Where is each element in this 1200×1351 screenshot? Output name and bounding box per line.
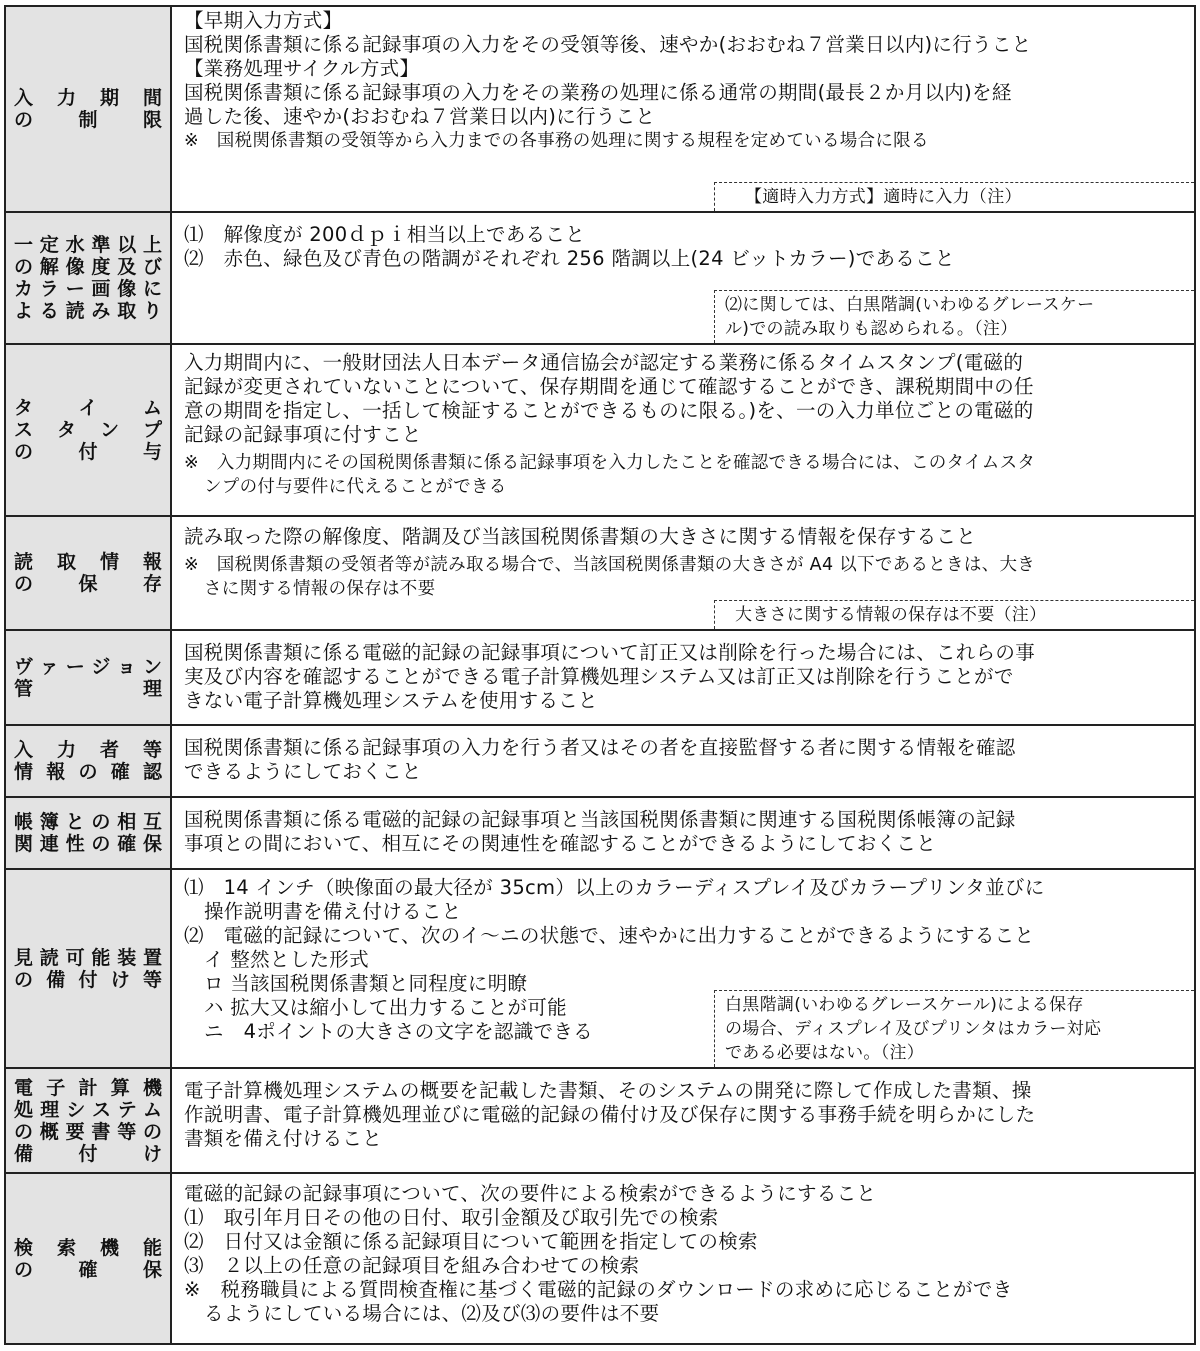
- note-box: [714, 990, 1194, 1067]
- row-content: [172, 7, 1194, 211]
- label-line: の 制 限: [14, 109, 162, 131]
- row-label: [6, 726, 172, 796]
- row-label: [6, 213, 172, 343]
- label-line: 見読可能装置: [14, 946, 162, 969]
- row-label: [6, 345, 172, 515]
- label-line: の 確 保: [14, 1258, 162, 1281]
- label-line: よる読み取り: [14, 300, 162, 322]
- row-content: [172, 798, 1194, 868]
- content-line: 実及び内容を確認することができる電子計算機処理システム又は訂正又は削除を行うことがで: [184, 665, 1014, 688]
- content-line: さに関する情報の保存は不要: [204, 579, 436, 599]
- row-label: [6, 1069, 172, 1172]
- label-line: 入 力 者 等: [14, 739, 162, 761]
- row-label: [6, 7, 172, 211]
- content-line: ンプの付与要件に代えることができる: [204, 477, 507, 497]
- table-row-resolution: [6, 213, 1194, 345]
- note-line: 白黒階調(いわゆるグレースケール)による保存: [725, 995, 1084, 1015]
- content-line: ⑵ 電磁的記録について、次のイ～ニの状態で、速やかに出力することができるようにすること: [184, 924, 1035, 947]
- label-line: 一定水準以上: [14, 234, 162, 256]
- content-line: ロ 当該国税関係書類と同程度に明瞭: [204, 972, 528, 995]
- table-row-search: [6, 1174, 1194, 1343]
- table-row-input-period: [6, 7, 1194, 213]
- table-row-scan-info: [6, 517, 1194, 631]
- content-line: 【早期入力方式】: [184, 9, 343, 32]
- row-content: [172, 213, 1194, 343]
- content-line: ハ 拡大又は縮小して出力することが可能: [204, 996, 567, 1019]
- table-row-inputter: [6, 726, 1194, 798]
- row-label: [6, 1174, 172, 1343]
- content-line: 作説明書、電子計算機処理並びに電磁的記録の備付け及び保存に関する事務手続を明らかにした: [184, 1103, 1036, 1126]
- row-content: [172, 631, 1194, 724]
- content-line: 書類を備え付けること: [184, 1127, 383, 1150]
- label-line: カラー画像に: [14, 278, 162, 300]
- note-line: 大きさに関する情報の保存は不要（注）: [735, 605, 1047, 625]
- row-content: [172, 517, 1194, 629]
- content-line: ※ 入力期間内にその国税関係書類に係る記録事項を入力したことを確認できる場合には、このタイムスタ: [184, 453, 1036, 473]
- content-line: できるようにしておくこと: [184, 760, 422, 783]
- label-line: 処理システム: [14, 1098, 162, 1121]
- content-line: 事項との間において、相互にその関連性を確認することができるようにしておくこと: [184, 832, 937, 855]
- content-line: ニ 4ポイントの大きさの文字を認識できる: [204, 1020, 593, 1043]
- label-line: ヴァージョン: [14, 655, 162, 678]
- note-line: ⑵に関しては、白黒階調(いわゆるグレースケー: [725, 295, 1095, 315]
- table-row-display-device: [6, 870, 1194, 1069]
- content-line: 過した後、速やか(おおむね７営業日以内)に行うこと: [184, 105, 656, 128]
- label-line: 帳簿との相互: [14, 811, 162, 833]
- content-line: 国税関係書類に係る電磁的記録の記録事項について訂正又は削除を行った場合には、これらの事: [184, 641, 1036, 664]
- row-label: [6, 798, 172, 868]
- content-line: 国税関係書類に係る記録事項の入力をその受領等後、速やか(おおむね７営業日以内)に行うこと: [184, 33, 1032, 56]
- label-line: の 備 付 け 等: [14, 968, 162, 991]
- content-line: 電磁的記録の記録事項について、次の要件による検索ができるようにすること: [184, 1182, 877, 1205]
- content-line: 国税関係書類に係る電磁的記録の記録事項と当該国税関係書類に関連する国税関係帳簿の記録: [184, 808, 1016, 831]
- content-line: 読み取った際の解像度、階調及び当該国税関係書類の大きさに関する情報を保存すること: [184, 525, 977, 548]
- label-line: ス タ ン プ: [14, 419, 162, 441]
- content-line: ※ 国税関係書類の受領等から入力までの各事務の処理に関する規程を定めている場合に限る: [184, 131, 929, 151]
- content-line: イ 整然とした形式: [204, 948, 369, 971]
- content-line: 電子計算機処理システムの概要を記載した書類、そのシステムの開発に際して作成した書類、操: [184, 1079, 1032, 1102]
- label-line: 読 取 情 報: [14, 551, 162, 573]
- label-line: 備 付 け: [14, 1142, 162, 1165]
- row-content: [172, 1069, 1194, 1172]
- row-content: [172, 870, 1194, 1067]
- content-line: ⑵ 赤色、緑色及び青色の階調がそれぞれ 256 階調以上(24 ビットカラー)であること: [184, 247, 955, 270]
- content-line: ※ 国税関係書類の受領者等が読み取る場合で、当該国税関係書類の大きさが A4 以下であるときは、大き: [184, 555, 1036, 575]
- table-row-system-docs: [6, 1069, 1194, 1174]
- note-box: [714, 600, 1194, 629]
- row-label: [6, 631, 172, 724]
- content-line: 国税関係書類に係る記録事項の入力を行う者又はその者を直接監督する者に関する情報を確認: [184, 736, 1016, 759]
- row-label: [6, 870, 172, 1067]
- note-line: ル)での読み取りも認められる。（注）: [725, 319, 1018, 339]
- content-line: 国税関係書類に係る記録事項の入力をその業務の処理に係る通常の期間(最長２か月以内)を経: [184, 81, 1012, 104]
- row-content: [172, 1174, 1194, 1343]
- label-line: タ イ ム: [14, 397, 162, 419]
- content-line: ⑴ 14 インチ（映像面の最大径が 35cm）以上のカラーディスプレイ及びカラープリンタ並びに: [184, 876, 1045, 899]
- note-line: の場合、ディスプレイ及びプリンタはカラー対応: [725, 1019, 1102, 1039]
- content-line: ⑵ 日付又は金額に係る記録項目について範囲を指定しての検索: [184, 1230, 758, 1253]
- note-box: [714, 290, 1194, 343]
- table-row-version: [6, 631, 1194, 726]
- content-line: 意の期間を指定し、一括して検証することができるものに限る。)を、一の入力単位ごとの電磁的: [184, 399, 1034, 422]
- label-line: 管 理: [14, 677, 162, 700]
- label-line: 情 報 の 確 認: [14, 761, 162, 783]
- row-content: [172, 726, 1194, 796]
- content-line: ⑴ 取引年月日その他の日付、取引金額及び取引先での検索: [184, 1206, 719, 1229]
- note-line: 【適時入力方式】適時に入力（注）: [745, 187, 1022, 207]
- content-line: ※ 税務職員による質問検査権に基づく電磁的記録のダウンロードの求めに応じることができ: [184, 1278, 1013, 1301]
- content-line: 操作説明書を備え付けること: [204, 900, 462, 923]
- label-line: 電 子 計 算 機: [14, 1076, 162, 1099]
- content-line: 記録が変更されていないことについて、保存期間を通じて確認することができ、課税期間中の任: [184, 375, 1034, 398]
- content-line: きない電子計算機処理システムを使用すること: [184, 689, 598, 712]
- table-row-timestamp: [6, 345, 1194, 517]
- label-line: 入 力 期 間: [14, 87, 162, 109]
- content-line: ⑶ ２以上の任意の記録項目を組み合わせての検索: [184, 1254, 640, 1277]
- note-box: [714, 182, 1194, 211]
- label-line: の解像度及び: [14, 256, 162, 278]
- content-line: ⑴ 解像度が 200ｄｐｉ相当以上であること: [184, 223, 586, 246]
- label-line: 関連性の確保: [14, 833, 162, 855]
- label-line: の 保 存: [14, 573, 162, 595]
- content-line: 【業務処理サイクル方式】: [184, 57, 420, 80]
- row-label: [6, 517, 172, 629]
- requirements-table: [4, 5, 1196, 1345]
- content-line: るようにしている場合には、⑵及び⑶の要件は不要: [204, 1302, 660, 1325]
- note-line: である必要はない。（注）: [725, 1043, 925, 1063]
- label-line: の概要書等の: [14, 1120, 162, 1143]
- label-line: 検 索 機 能: [14, 1236, 162, 1259]
- label-line: の 付 与: [14, 441, 162, 463]
- content-line: 入力期間内に、一般財団法人日本データ通信協会が認定する業務に係るタイムスタンプ(電磁的: [184, 351, 1024, 374]
- row-content: [172, 345, 1194, 515]
- table-row-ledger-link: [6, 798, 1194, 870]
- content-line: 記録の記録事項に付すこと: [184, 423, 422, 446]
